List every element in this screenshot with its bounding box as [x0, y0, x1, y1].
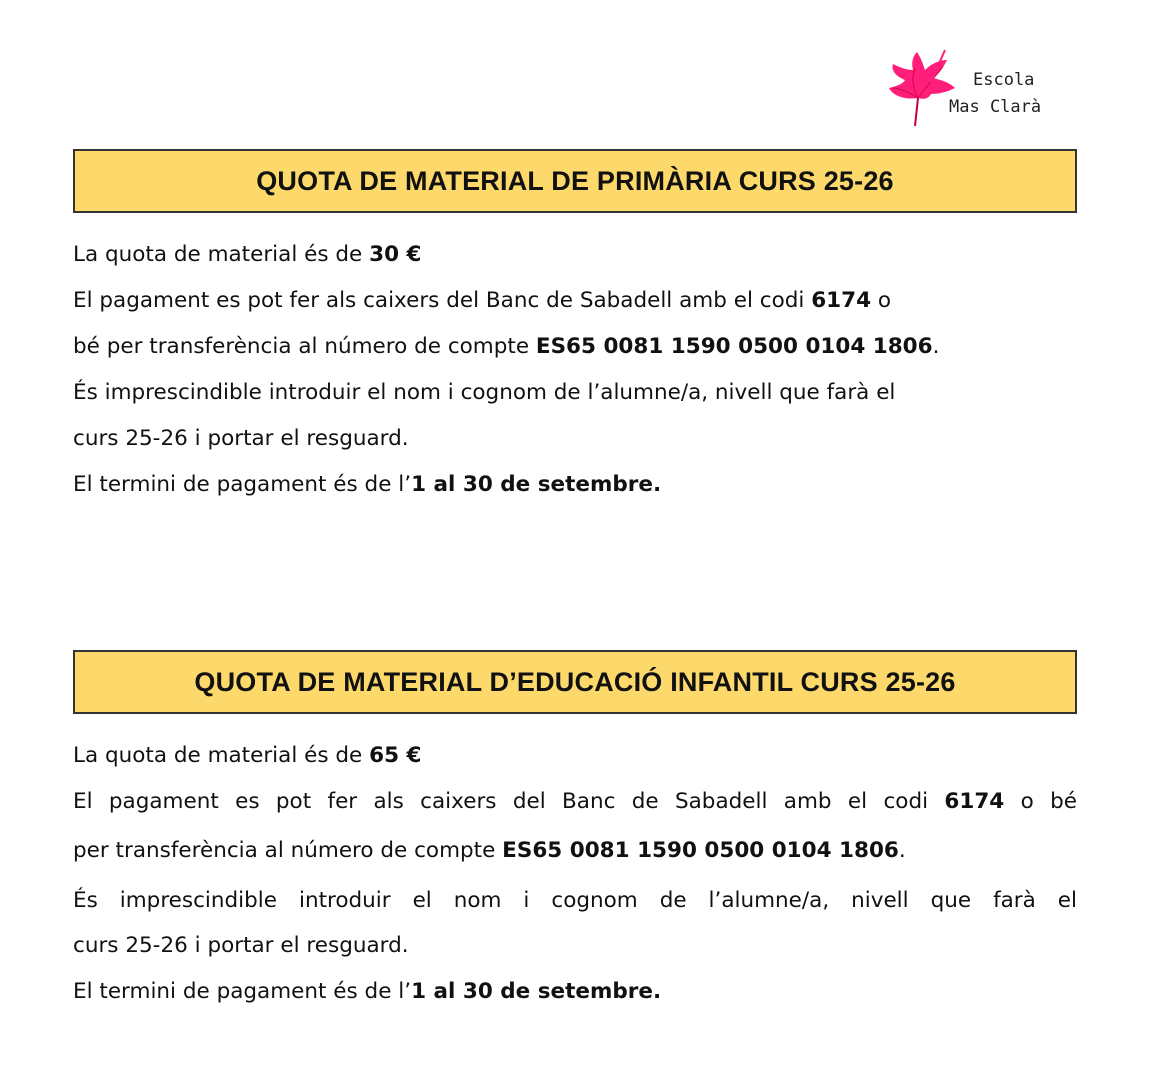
deadline-dates: 1 al 30 de setembre.	[411, 979, 662, 1004]
transfer-line	[73, 838, 906, 863]
or-text: o	[871, 288, 892, 313]
logo-text-escola: Escola	[973, 70, 1035, 90]
deadline-line	[73, 472, 661, 497]
required-line-1: És imprescindible introduir el nom i cognom de l’alumne/a, nivell que farà el	[73, 888, 1077, 913]
logo-text-mas-clara: Mas Clarà	[949, 97, 1042, 117]
payment-line	[73, 789, 1077, 814]
bank-code: 6174	[811, 288, 872, 313]
quota-label: La quota de material és de	[73, 743, 370, 768]
required-line-2: curs 25-26 i portar el resguard.	[73, 426, 409, 451]
transfer-label: per transferència al número de compte	[73, 838, 503, 863]
quota-line	[73, 242, 421, 267]
quota-label: La quota de material és de	[73, 242, 370, 267]
transfer-line	[73, 334, 939, 359]
quota-amount: 30 €	[369, 242, 422, 267]
period: .	[932, 334, 940, 359]
deadline-line	[73, 979, 661, 1004]
section-title-banner	[73, 149, 1077, 213]
deadline-label: El termini de pagament és de l’	[73, 979, 412, 1004]
section-title: QUOTA DE MATERIAL D’EDUCACIÓ INFANTIL CURS 25-26	[194, 666, 956, 697]
deadline-dates: 1 al 30 de setembre.	[411, 472, 662, 497]
iban: ES65 0081 1590 0500 0104 1806	[502, 838, 899, 863]
payment-label: El pagament es pot fer als caixers del Banc de Sabadell amb el codi	[73, 789, 945, 814]
quota-line	[73, 743, 421, 768]
quota-amount: 65 €	[369, 743, 422, 768]
iban: ES65 0081 1590 0500 0104 1806	[535, 334, 933, 359]
deadline-label: El termini de pagament és de l’	[73, 472, 412, 497]
required-line-1: És imprescindible introduir el nom i cognom de l’alumne/a, nivell que farà el	[73, 380, 896, 405]
bank-code: 6174	[944, 789, 1005, 814]
section-title: QUOTA DE MATERIAL DE PRIMÀRIA CURS 25-26	[256, 165, 894, 196]
school-logo	[885, 48, 1065, 128]
payment-label: El pagament es pot fer als caixers del Banc de Sabadell amb el codi	[73, 288, 812, 313]
required-line-2: curs 25-26 i portar el resguard.	[73, 933, 409, 958]
payment-line	[73, 288, 891, 313]
transfer-label: bé per transferència al número de compte	[73, 334, 536, 359]
section-title-banner	[73, 650, 1077, 714]
or-text: o bé	[1004, 789, 1077, 814]
period: .	[898, 838, 906, 863]
